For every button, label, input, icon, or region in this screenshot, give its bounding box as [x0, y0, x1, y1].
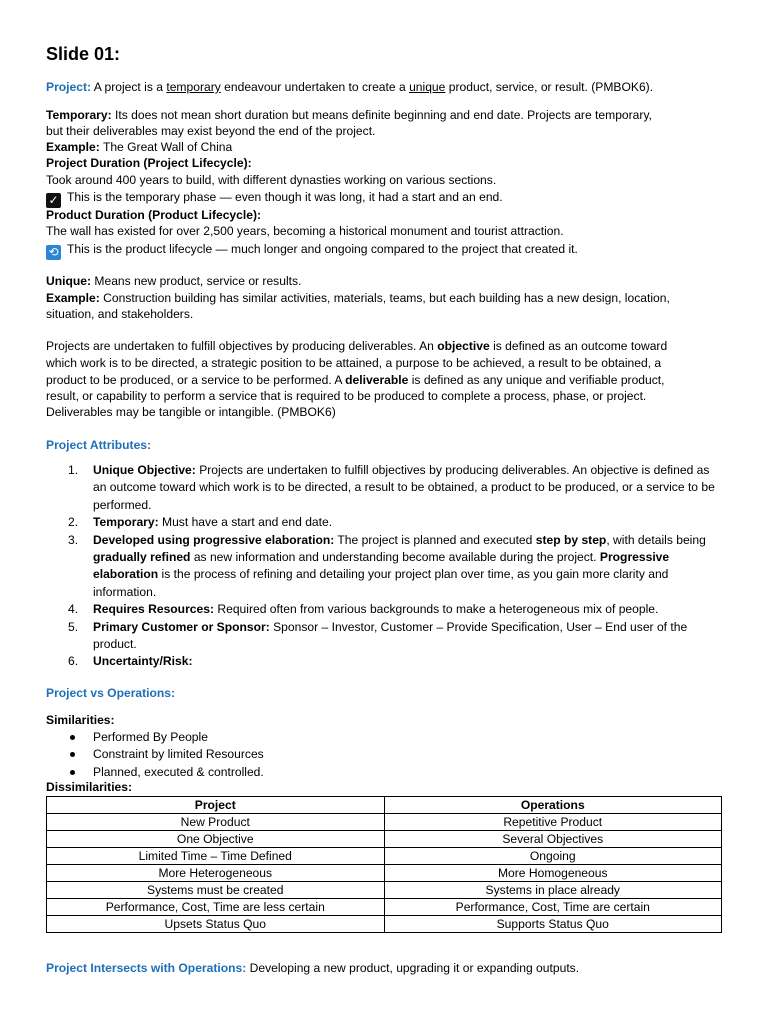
table-cell: Several Objectives: [384, 831, 722, 848]
project-vs-operations-heading: Project vs Operations:: [46, 686, 176, 700]
table-cell: Performance, Cost, Time are certain: [384, 899, 722, 916]
list-item: Constraint by limited Resources: [46, 746, 264, 763]
bullet-icon: [70, 752, 75, 757]
column-header-operations: Operations: [384, 797, 722, 814]
list-item: 2. Temporary: Must have a start and end date.: [68, 515, 333, 530]
temporary-line-2: but their deliverables may exist beyond the end of the project.: [46, 124, 376, 138]
table-header-row: [47, 797, 722, 814]
list-item: 5. Primary Customer or Sponsor: Sponsor – Investor, Customer – Provide Specification, User – End user of the product.: [68, 619, 688, 652]
table-cell: Ongoing: [384, 848, 722, 865]
product-lifecycle-note: ⟲ This is the product lifecycle — much longer and ongoing compared to the project that created it.: [46, 241, 578, 260]
table-cell: Repetitive Product: [384, 814, 722, 831]
table-row: [47, 814, 722, 831]
table-row: [47, 848, 722, 865]
unique-definition: Unique: Means new product, service or results.: [46, 274, 302, 288]
table-cell: Supports Status Quo: [384, 916, 722, 933]
table-row: [47, 899, 722, 916]
list-item: 1. Unique Objective: Projects are undertaken to fulfill objectives by producing deliverables. An objective is defined as an outcome toward which work is to be directed, a result to be obtained, a product to be produced, or a service to be performed.: [68, 463, 715, 512]
column-header-project: Project: [47, 797, 385, 814]
product-duration-text: The wall has existed for over 2,500 years, becoming a historical monument and tourist attraction.: [46, 224, 564, 238]
objectives-line-3: product to be produced, or a service to be performed. A deliverable is defined as any unique and verifiable product,: [46, 373, 665, 387]
temporary-line-1: Temporary: Its does not mean short duration but means definite beginning and end date. Projects are temporary,: [46, 108, 652, 122]
similarities-list: [46, 729, 264, 781]
unique-example-line-1: Example: Construction building has similar activities, materials, teams, but each building has a new design, location,: [46, 291, 670, 305]
objectives-line-2: which work is to be directed, a strategic position to be attained, a purpose to be achieved, a result to be obtained, a: [46, 356, 662, 370]
list-item: 3. Developed using progressive elaboration: The project is planned and executed step by step, with details being gradually refined as new information and understanding become available during the project. Progressive elaboration is the process of refining and detailing your project plan over time, as you gain more clarity and information.: [68, 532, 706, 599]
similarities-label: Similarities:: [46, 713, 115, 727]
objectives-line-1: Projects are undertaken to fulfill objectives by producing deliverables. An objective is defined as an outcome toward: [46, 339, 668, 353]
table-row: [47, 882, 722, 899]
dissimilarities-label: Dissimilarities:: [46, 780, 133, 794]
objectives-line-5: Deliverables may be tangible or intangible. (PMBOK6): [46, 405, 336, 419]
temporary-phase-note: ✓ This is the temporary phase — even though it was long, it had a start and an end.: [46, 189, 503, 208]
bullet-icon: [70, 770, 75, 775]
bullet-icon: [70, 735, 75, 740]
intersects-label: Project Intersects with Operations:: [46, 961, 247, 975]
table-row: [47, 916, 722, 933]
table-cell: New Product: [47, 814, 385, 831]
table-cell: Systems in place already: [384, 882, 722, 899]
objectives-line-4: result, or capability to perform a service that is required to be produced to complete a process, phase, or project.: [46, 389, 647, 403]
table-cell: Limited Time – Time Defined: [47, 848, 385, 865]
project-label: Project:: [46, 80, 92, 94]
table-cell: Upsets Status Quo: [47, 916, 385, 933]
table-cell: More Homogeneous: [384, 865, 722, 882]
list-item: 6. Uncertainty/Risk:: [68, 654, 193, 669]
table-cell: Systems must be created: [47, 882, 385, 899]
table-row: [47, 831, 722, 848]
product-duration-heading: Product Duration (Product Lifecycle):: [46, 208, 262, 222]
repeat-icon: ⟲: [46, 245, 61, 260]
project-definition: Project: A project is a temporary endeavour undertaken to create a unique product, service, or result. (PMBOK6).: [46, 80, 654, 94]
list-item: Planned, executed & controlled.: [46, 764, 264, 781]
table-cell: One Objective: [47, 831, 385, 848]
table-row: [47, 865, 722, 882]
check-mark-icon: ✓: [46, 193, 61, 208]
temporary-example: Example: The Great Wall of China: [46, 140, 233, 154]
project-attributes-heading: Project Attributes:: [46, 438, 152, 452]
table-cell: Performance, Cost, Time are less certain: [47, 899, 385, 916]
unique-example-line-2: situation, and stakeholders.: [46, 307, 194, 321]
list-item: Performed By People: [46, 729, 264, 746]
project-duration-text: Took around 400 years to build, with different dynasties working on various sections.: [46, 173, 497, 187]
attributes-list: [46, 462, 726, 671]
table-cell: More Heterogeneous: [47, 865, 385, 882]
page-title: Slide 01:: [46, 44, 121, 64]
list-item: 4. Requires Resources: Required often from various backgrounds to make a heterogeneous mix of people.: [68, 602, 659, 617]
intersects-line: Project Intersects with Operations: Developing a new product, upgrading it or expanding outputs.: [46, 961, 580, 975]
project-duration-heading: Project Duration (Project Lifecycle):: [46, 156, 252, 170]
comparison-table: [46, 796, 722, 933]
